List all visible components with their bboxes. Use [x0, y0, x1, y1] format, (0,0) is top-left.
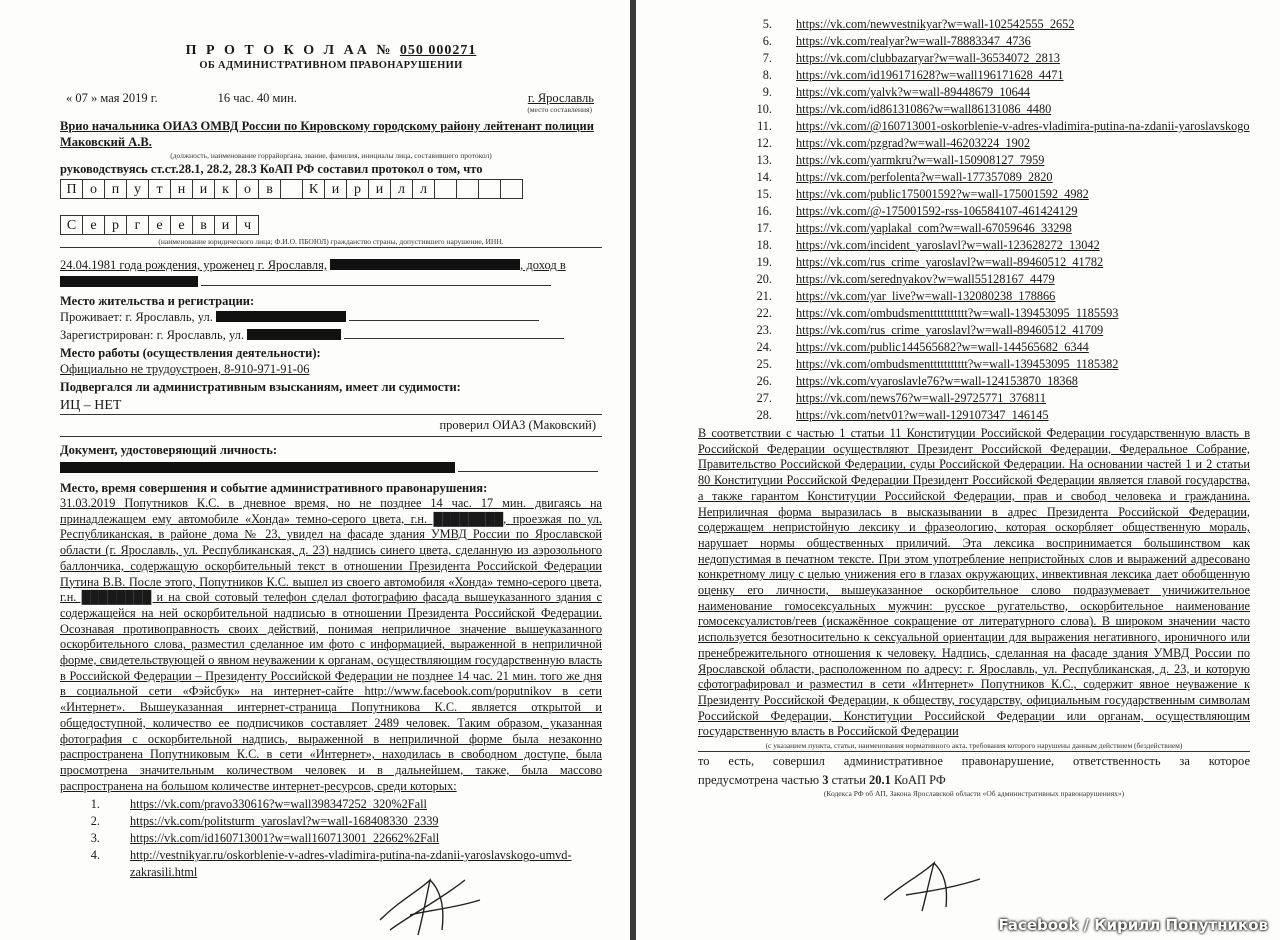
link-number: 4.	[90, 848, 100, 863]
link-url: https://vk.com/realyar?w=wall-78883347_4736	[796, 34, 1031, 48]
redaction-block	[60, 462, 455, 473]
work-label: Место работы (осуществления деятельности):	[60, 346, 321, 360]
letter-box: е	[82, 215, 105, 235]
conclusion-text: то есть, совершил административное правонарушение, ответственность за которое	[698, 754, 1250, 769]
letter-box-empty	[280, 179, 303, 199]
link-url: https://vk.com/@-175001592-rss-106584107-461424129	[796, 204, 1078, 218]
link-number: 18.	[756, 238, 772, 252]
link-list-item	[698, 237, 1250, 254]
blank-line	[60, 436, 602, 437]
article-word: статьи	[831, 773, 866, 788]
letter-box: о	[82, 179, 105, 199]
link-list-item	[698, 152, 1250, 169]
link-number: 5.	[762, 17, 772, 31]
blank-line	[201, 276, 551, 286]
legal-reasoning-text: В соответствии с частью 1 статьи 11 Конституции Российской Федерации государственную власть в Российской Федерации осуществляют Президент Российской Федерации, Федеральное Собрание, Правительство Российской Федерации, суды Российской Федерации. На основании частей 1 и 2 статьи 80 Конституции Российской Федерации Президент Российской Федерации является главой государства, а также гарантом Конституции Российской Федерации, прав и свобод человека и гражданина. Неприличная форма выразилась в высказывании в адрес Президента Российской Федерации, содержащем непристойную лексику и фразеологию, которая оскорбляет общественную мораль, нарушает нормы общественных приличий. Эта лексика воспринимается большинством как недопустимая в печатном тексте. При этом употребление непристойных слов и выражений адресовано конкретному лицу с целью унижения его в глазах окружающих, инвективная лексика дает обобщенную оценку его личности, вышеуказанное оскорбительное слово подразумевает уничижительное наименование гомосексуальных мужчин: русское ругательство, оскорбительное наименование гомосексуалистов/геев (искажённое сокращение от литературного слова). В широком значении часто используется безотносительно к сексуальной ориентации для выражения негативного, ироничного или пренебрежительного отношения к человеку. Надпись, сделанная на фасаде здания УМВД России по Ярославской области, расположенном по адресу: г. Ярославль, ул. Республиканская, д. 23, и которую сфотографировал и разместил в сети «Интернет» Попутников К.С., содержит явное неуважение к Президенту Российской Федерации, к обществу, государству, официальным государственным символам Российской Федерации, Конституции Российской Федерации или органам, осуществляющим государственную власть в Российской Федерации	[698, 426, 1250, 739]
link-url: https://vk.com/@160713001-oskorblenie-v-adres-vladimira-putina-na-zdanii-yaroslavskogo	[796, 119, 1250, 133]
income-text: , доход в	[520, 258, 566, 272]
link-list-item	[698, 288, 1250, 305]
link-url: https://vk.com/news76?w=wall-29725771_376811	[796, 391, 1047, 405]
signature-mark	[370, 860, 490, 940]
record-label: Подвергался ли административным взысканиям, имеет ли судимости:	[60, 380, 461, 394]
link-url: https://vk.com/yalvk?w=wall-89448679_10644	[796, 85, 1031, 99]
protocol-title-prefix: П Р О Т О К О Л АА №	[185, 43, 394, 58]
letter-box: и	[368, 179, 391, 199]
registered-text: Зарегистрирован: г. Ярославль, ул.	[60, 328, 245, 342]
residence-label: Место жительства и регистрации:	[60, 294, 255, 308]
officer-caption: (должность, наименование горрайоргана, звание, фамилия, инициалы лица, составившего протокол)	[170, 151, 492, 160]
letter-box-empty	[478, 179, 501, 199]
link-url: http://vestnikyar.ru/oskorblenie-v-adres-vladimira-putina-na-zdanii-yaroslavskogo-umvd-zakrasili.html	[130, 848, 572, 880]
event-label: Место, время совершения и событие административного правонарушения:	[60, 481, 488, 495]
link-url: https://vk.com/perfolenta?w=wall-177357089_2820	[796, 170, 1053, 184]
letter-box: в	[192, 215, 215, 235]
link-list-item	[698, 118, 1250, 135]
link-url: https://vk.com/public175001592?w=wall-175001592_4982	[796, 187, 1089, 201]
link-url: https://vk.com/pzgrad?w=wall-46203224_1902	[796, 136, 1031, 150]
link-url: https://vk.com/rus_crime_yaroslavl?w=wall-89460512_41709	[796, 323, 1104, 337]
link-list-item	[698, 339, 1250, 356]
letter-box: р	[346, 179, 369, 199]
letter-box: П	[60, 179, 83, 199]
link-number: 1.	[90, 797, 100, 812]
article-number: 20.1	[869, 773, 891, 788]
link-url: https://vk.com/netv01?w=wall-129107347_146145	[796, 408, 1049, 422]
link-number: 20.	[756, 272, 772, 286]
birth-row	[60, 258, 602, 273]
link-number: 25.	[756, 357, 772, 371]
letter-box: г	[126, 215, 149, 235]
protocol-place: г. Ярославль	[527, 91, 594, 105]
link-number: 7.	[762, 51, 772, 65]
date-time-place-row	[60, 91, 602, 106]
link-url: https://vk.com/incident_yaroslavl?w=wall-123628272_13042	[796, 238, 1100, 252]
letter-box: р	[104, 215, 127, 235]
link-list-item	[698, 186, 1250, 203]
article-code: КоАП РФ	[894, 773, 946, 788]
article-row	[698, 773, 1250, 788]
letter-box: ч	[236, 215, 259, 235]
link-list-item	[698, 203, 1250, 220]
code-caption: (Кодекса РФ об АП, Закона Ярославской области «Об административных правонарушениях»)	[823, 789, 1125, 799]
link-number: 27.	[756, 391, 772, 405]
link-list-item	[698, 169, 1250, 186]
link-url: https://vk.com/serednyakov?w=wall55128167_4479	[796, 272, 1055, 286]
letter-box-empty	[434, 179, 457, 199]
link-list-item	[698, 254, 1250, 271]
link-number: 21.	[756, 289, 772, 303]
registered-row	[60, 328, 602, 343]
link-number: 19.	[756, 255, 772, 269]
letter-box: е	[148, 215, 171, 235]
link-number: 13.	[756, 153, 772, 167]
protocol-subtitle: ОБ АДМИНИСТРАТИВНОМ ПРАВОНАРУШЕНИИ	[199, 60, 463, 71]
birth-row-2	[60, 275, 602, 290]
letter-box: и	[192, 179, 215, 199]
link-list-item	[60, 830, 602, 847]
link-url: https://vk.com/id196171628?w=wall196171628_4471	[796, 68, 1064, 82]
link-list-item	[60, 796, 602, 813]
link-url: https://vk.com/rus_crime_yaroslavl?w=wall-89460512_41782	[796, 255, 1104, 269]
blank-line	[458, 462, 598, 472]
signature-mark	[876, 845, 986, 915]
link-list-item	[698, 373, 1250, 390]
link-url: https://vk.com/ombudsmenttttttttttt?w=wall-139453095_1185593	[796, 306, 1119, 320]
person-caption: (наименование юридического лица; Ф.И.О. ПБОЮЛ) гражданство страны, допустившего нарушение, ИНН.	[60, 237, 602, 248]
article-prefix: предусмотрена частью	[698, 773, 820, 788]
link-url: https://vk.com/id86131086?w=wall86131086_4480	[796, 102, 1052, 116]
link-list-item	[698, 271, 1250, 288]
redaction-block	[60, 276, 198, 287]
letter-box: е	[170, 215, 193, 235]
letter-box: у	[126, 179, 149, 199]
link-list-item	[698, 220, 1250, 237]
officer-line: Врио начальника ОИАЗ ОМВД России по Кировскому городскому району лейтенант полиции Маковский А.В.	[60, 119, 594, 149]
patronymic-boxes	[60, 215, 602, 235]
link-url: https://vk.com/public144565682?w=wall-144565682_6344	[796, 340, 1089, 354]
link-url: https://vk.com/vyaroslavle76?w=wall-124153870_18368	[796, 374, 1078, 388]
work-text: Официально не трудоустроен, 8-910-971-91-06	[60, 362, 310, 376]
protocol-page-left	[0, 0, 630, 940]
link-url: https://vk.com/newvestnikyar?w=wall-102542555_2652	[796, 17, 1075, 31]
letter-box: л	[412, 179, 435, 199]
protocol-page-right	[636, 0, 1280, 940]
link-list-item	[698, 305, 1250, 322]
letter-box-empty	[500, 179, 523, 199]
link-list-item	[698, 101, 1250, 118]
link-number: 10.	[756, 102, 772, 116]
link-list-item	[698, 322, 1250, 339]
event-text: 31.03.2019 Попутников К.С. в дневное время, но не позднее 14 час. 17 мин. двигаясь на принадлежащем ему автомобиле «Хонда» темно-серого цвета, г.н. ████████, проезжая по ул. Республиканская, в районе дома № 23, увидел на фасаде здания УМВД России по Ярославской области (г. Ярославль, ул. Республиканская, д. 23) надпись синего цвета, сделанную из аэрозольного баллончика, содержащую оскорбительный текст в отношении Президента Российской Федерации Путина В.В. После этого, Попутников К.С. вышел из своего автомобиля «Хонда» темно-серого цвета, г.н. ████████ и на свой сотовый телефон сделал фотографию фасада вышеуказанного здания с содержащейся на ней оскорбительной надписью в отношении Президента Российской Федерации. Осознавая противоправность своих действий, понимая неприличное значение вышеуказанного оскорбительного слова, разместил сделанное им фото с информацией, выраженной в неприличной форме, свидетельствующей о явном неуважении к органам, осуществляющим государственную власть в Российской Федерации – Президенту Российской Федерации не позднее 14 час. 21 мин. того же дня в социальной сети «Фэйсбук» на интернет-сайте http://www.facebook.com/poputnikov в сети «Интернет». Вышеуказанная интернет-страница Попутникова К.С. является открытой и общедоступной, количество ее подписчиков составляет 2489 человек. Таким образом, указанная фотография с оскорбительной надпись, выраженной в неприличной форме была незаконно распространена Попутниковым К.С. в сети «Интернет», находилась в свободном доступе, была просмотрена значительным количеством человек и в дальнейшем, также, была массово распространена на большом количестве интернет-ресурсов, среди которых:	[60, 496, 602, 793]
link-number: 14.	[756, 170, 772, 184]
birth-line: 24.04.1981 года рождения, уроженец г. Ярославля,	[60, 258, 328, 272]
link-url: https://vk.com/yarmkru?w=wall-150908127_7959	[796, 153, 1045, 167]
document-label: Документ, удостоверяющий личность:	[60, 443, 277, 457]
links-list-left	[60, 796, 602, 881]
article-part: 3	[822, 773, 829, 788]
checked-text: проверил ОИАЗ (Маковский)	[439, 418, 596, 432]
link-number: 16.	[756, 204, 772, 218]
link-number: 9.	[762, 85, 772, 99]
protocol-number: 050 000271	[399, 43, 477, 58]
blank-line	[349, 311, 539, 321]
link-number: 12.	[756, 136, 772, 150]
link-number: 17.	[756, 221, 772, 235]
link-list-item	[698, 390, 1250, 407]
link-url: https://vk.com/yar_live?w=wall-132080238_178866	[796, 289, 1056, 303]
protocol-title	[60, 43, 602, 59]
surname-name-boxes	[60, 179, 602, 199]
link-list-item	[698, 33, 1250, 50]
link-list-item	[698, 84, 1250, 101]
link-number: 22.	[756, 306, 772, 320]
link-number: 23.	[756, 323, 772, 337]
letter-box-empty	[456, 179, 479, 199]
link-number: 26.	[756, 374, 772, 388]
link-list-item	[698, 356, 1250, 373]
letter-box: С	[60, 215, 83, 235]
letter-box: о	[236, 179, 259, 199]
link-list-item	[698, 16, 1250, 33]
link-url: https://vk.com/politsturm_yaroslavl?w=wall-168408330_2339	[130, 814, 439, 829]
redaction-block	[330, 259, 520, 270]
link-list-item	[60, 847, 602, 881]
legal-basis-line: руководствуясь ст.ст.28.1, 28.2, 28.3 КоАП РФ составил протокол о том, что	[60, 162, 483, 176]
link-list-item	[698, 407, 1250, 424]
link-list-item	[698, 67, 1250, 84]
violation-caption: (с указанием пункта, статьи, наименования нормативного акта, требования которого нарушены данным действием (бездействием)	[698, 741, 1250, 752]
protocol-time: 16 час. 40 мин.	[217, 91, 297, 105]
link-number: 2.	[90, 814, 100, 829]
letter-box: и	[324, 179, 347, 199]
links-list-right	[698, 16, 1250, 424]
record-text: ИЦ – НЕТ	[60, 398, 602, 415]
link-url: https://vk.com/yaplakal_com?w=wall-67059646_33298	[796, 221, 1072, 235]
link-url: https://vk.com/pravo330616?w=wall398347252_320%2Fall	[130, 797, 427, 812]
protocol-date: « 07 » мая 2019 г.	[66, 91, 158, 105]
lives-row	[60, 310, 602, 325]
link-number: 3.	[90, 831, 100, 846]
lives-text: Проживает: г. Ярославль, ул.	[60, 310, 213, 324]
link-url: https://vk.com/ombudsmenttttttttttt?w=wall-139453095_1185382	[796, 357, 1119, 371]
redaction-block	[247, 329, 341, 340]
link-url: https://vk.com/clubbazaryar?w=wall-36534072_2813	[796, 51, 1061, 65]
letter-box: л	[390, 179, 413, 199]
link-number: 24.	[756, 340, 772, 354]
letter-box: т	[148, 179, 171, 199]
link-number: 6.	[762, 34, 772, 48]
link-number: 11.	[757, 119, 772, 133]
link-url: https://vk.com/id160713001?w=wall160713001_22662%2Fall	[130, 831, 440, 846]
link-list-item	[60, 813, 602, 830]
document-row	[60, 461, 602, 476]
link-number: 15.	[756, 187, 772, 201]
blank-line	[344, 329, 564, 339]
letter-box: в	[258, 179, 281, 199]
place-caption: (место составления)	[527, 105, 592, 114]
link-number: 8.	[762, 68, 772, 82]
letter-box: к	[214, 179, 237, 199]
watermark-credit: Facebook / Кирилл Попутников	[998, 916, 1268, 934]
letter-box: н	[170, 179, 193, 199]
letter-box: К	[302, 179, 325, 199]
redaction-block	[216, 311, 346, 322]
link-list-item	[698, 135, 1250, 152]
letter-box: п	[104, 179, 127, 199]
link-number: 28.	[756, 408, 772, 422]
letter-box: и	[214, 215, 237, 235]
link-list-item	[698, 50, 1250, 67]
